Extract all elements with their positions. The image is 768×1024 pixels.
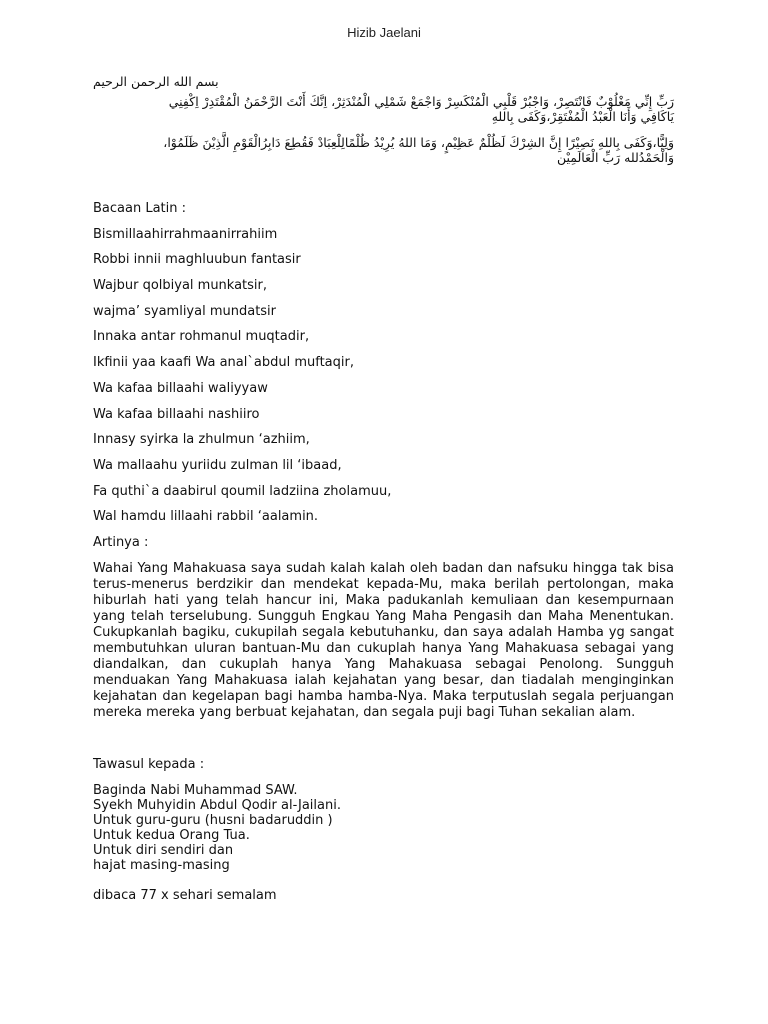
tawasul-list bbox=[93, 783, 674, 873]
page-title: Hizib Jaelani bbox=[347, 25, 421, 40]
latin-line: Wa kafaa billaahi waliyyaw bbox=[93, 380, 268, 396]
arabic-paragraph-2 bbox=[93, 135, 674, 165]
tawasul-line: hajat masing-masing bbox=[93, 857, 230, 873]
latin-line: Fa quthi`a daabirul qoumil ladziina zholamuu, bbox=[93, 483, 392, 499]
arabic-basmalah-text: بسم الله الرحمن الرحيم bbox=[93, 74, 219, 89]
tawasul-section-label: Tawasul kepada : bbox=[93, 756, 205, 772]
latin-line: Wa kafaa billaahi nashiiro bbox=[93, 406, 260, 422]
latin-line: wajma’ syamliyal mundatsir bbox=[93, 303, 277, 319]
arabic-line: وَالْحَمْدُلله رَبِّ الْعَالَمِيْن bbox=[556, 150, 674, 165]
meaning-section-label: Artinya : bbox=[93, 534, 149, 550]
arabic-line: رَبِّ إِنِّي مَغْلُوْبٌ فَانْتَصِرْ، وَاجْبُرْ قَلْبِي الْمُنْكَسِرْ وَاجْمَعْ شَمْلِي الْمُنْدَثِرْ، اِنَّكَ أَنْتَ الرَّحْمَنُ الْمُقْتَدِرْ اِكْفِنِي bbox=[168, 94, 674, 109]
arabic-paragraph-1 bbox=[93, 94, 674, 124]
latin-line: Innaka antar rohmanul muqtadir, bbox=[93, 329, 310, 345]
arabic-line: يَاكَافِي وَأَنَا الْعَبْدُ الْمُفْتَقِرْ،وَكَفَى بِاللهِ bbox=[491, 109, 674, 124]
tawasul-line: Untuk guru-guru (husni badaruddin ) bbox=[93, 812, 333, 828]
latin-line: Innasy syirka la zhulmun ‘azhiim, bbox=[93, 432, 310, 448]
tawasul-line: Untuk diri sendiri dan bbox=[93, 842, 234, 858]
latin-transliteration-list bbox=[93, 227, 674, 535]
document-body bbox=[93, 74, 674, 903]
latin-line: Wajbur qolbiyal munkatsir, bbox=[93, 278, 268, 294]
reading-frequency-note: dibaca 77 x sehari semalam bbox=[93, 887, 277, 903]
latin-line: Robbi innii maghluubun fantasir bbox=[93, 252, 301, 268]
latin-section-label: Bacaan Latin : bbox=[93, 201, 187, 216]
meaning-paragraph: Wahai Yang Mahakuasa saya sudah kalah kalah oleh badan dan nafsuku hingga tak bisa terus-menerus berdzikir dan mendekat kepada-Mu, maka berilah pertolongan, maka hiburlah hati yang telah hancur ini, Maka padukanlah kemuliaan dan kesempurnaan yang telah terselubung. Sungguh Engkau Yang Maha Pengasih dan Maha Menentukan. Cukupkanlah bagiku, cukupilah segala kebutuhanku, dan saya adalah Hamba yg sangat membutuhkan uluran bantuan-Mu dan cukuplah hanya Yang Mahakuasa sebagai yang diandalkan, dan cukuplah hanya Yang Mahakuasa sebagai Penolong. Sungguh menduakan Yang Mahakuasa ialah kejahatan yang besar, dan tiadalah menginginkan kejahatan dan kegelapan bagi hamba hamba-Nya. Maka terputuslah segala perjuangan mereka mereka yang berbuat kejahatan, dan segala puji bagi Tuhan sekalian alam. bbox=[93, 560, 674, 720]
latin-line: Wal hamdu lillaahi rabbil ‘aalamin. bbox=[93, 509, 319, 525]
arabic-basmalah bbox=[93, 74, 674, 89]
arabic-line: وَلِيًّا،وَكَفَى بِاللهِ نَصِيْرًا إِنَّ الشِرْكَ لَظُلْمٌ عَظِيْمٍ، وَمَا اللهُ يُرِيْدُ ظُلْمًالِلْعِبَادْ فَقُطِعَ دَابِرُالْقَوْمِ الَّذِيْنَ ظَلَمُوْا، bbox=[163, 135, 674, 150]
tawasul-line: Baginda Nabi Muhammad SAW. bbox=[93, 782, 298, 798]
latin-line: Bismillaahirrahmaanirrahiim bbox=[93, 226, 278, 242]
latin-line: Wa mallaahu yuriidu zulman lil ‘ibaad, bbox=[93, 457, 342, 473]
tawasul-line: Syekh Muhyidin Abdul Qodir al-Jailani. bbox=[93, 797, 341, 813]
latin-line: Ikfinii yaa kaafi Wa anal`abdul muftaqir, bbox=[93, 355, 354, 371]
tawasul-line: Untuk kedua Orang Tua. bbox=[93, 827, 250, 843]
